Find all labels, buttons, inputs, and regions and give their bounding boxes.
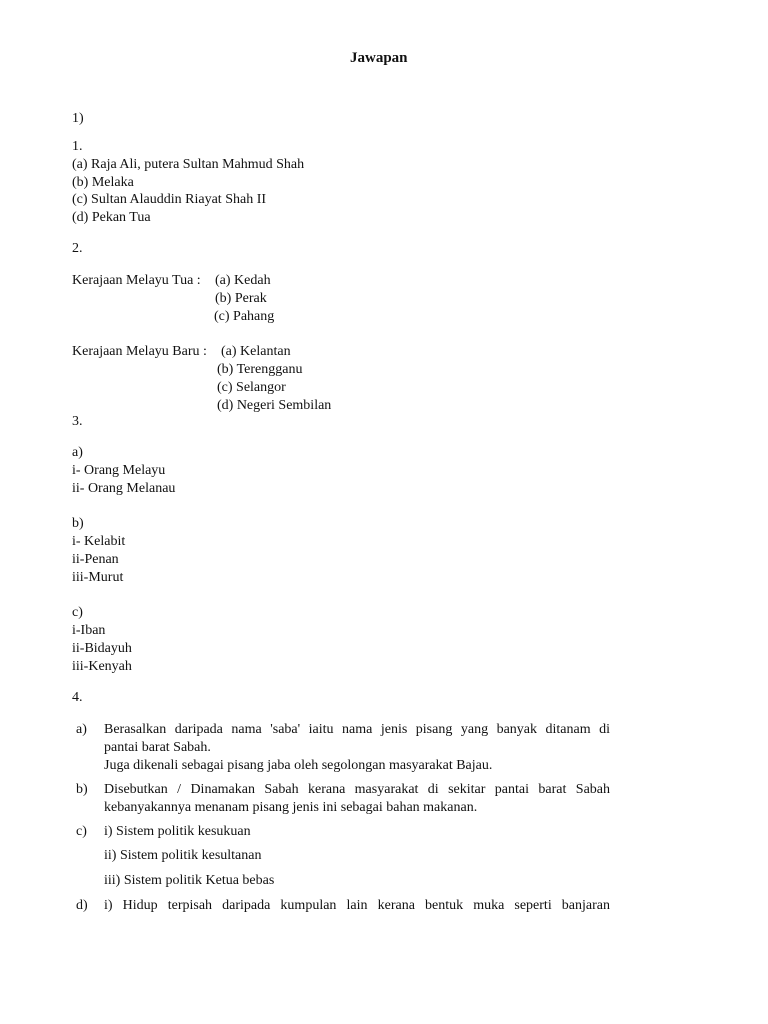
answer-line: ii) Sistem politik kesultanan	[104, 848, 262, 863]
answer-line: (b) Melaka	[72, 175, 134, 190]
group-a-label: a)	[72, 445, 83, 460]
answer-line: (d) Negeri Sembilan	[217, 398, 332, 413]
page-title: Jawapan	[350, 50, 408, 66]
item-a-label: a)	[76, 722, 87, 737]
answer-line: (c) Pahang	[214, 309, 275, 324]
answer-line: iii) Sistem politik Ketua bebas	[104, 873, 275, 888]
answer-line: iii-Murut	[72, 570, 124, 585]
item-d-label: d)	[76, 898, 88, 913]
answer-line: ii-Bidayuh	[72, 641, 132, 656]
answer-line: (c) Sultan Alauddin Riayat Shah II	[72, 192, 267, 207]
question-number: 1)	[72, 111, 84, 126]
answer-line: i-Iban	[72, 623, 106, 638]
answer-line: Juga dikenali sebagai pisang jaba oleh segolongan masyarakat Bajau.	[104, 758, 493, 773]
answer-line: (b) Perak	[215, 291, 267, 306]
answer-line: kebanyakannya menanam pisang jenis ini sebagai bahan makanan.	[104, 800, 478, 815]
answer-line: i- Kelabit	[72, 534, 126, 549]
sub-question-1-label: 1.	[72, 139, 83, 154]
answer-line: (b) Terengganu	[217, 362, 303, 377]
answer-line: Disebutkan / Dinamakan Sabah kerana masyarakat di sekitar pantai barat Sabah	[104, 782, 610, 797]
answer-line: i) Hidup terpisah daripada kumpulan lain kerana bentuk muka seperti banjaran	[104, 898, 610, 913]
answer-line: i- Orang Melayu	[72, 463, 166, 478]
answer-line: pantai barat Sabah.	[104, 740, 211, 755]
group-c-label: c)	[72, 605, 83, 620]
item-c-label: c)	[76, 824, 87, 839]
answer-line: ii- Orang Melanau	[72, 481, 176, 496]
sub-question-2-label: 2.	[72, 241, 83, 256]
item-b-label: b)	[76, 782, 88, 797]
answer-line: (d) Pekan Tua	[72, 210, 151, 225]
answer-line: iii-Kenyah	[72, 659, 132, 674]
group-b-label: b)	[72, 516, 84, 531]
answer-line: (c) Selangor	[217, 380, 286, 395]
sub-question-3-label: 3.	[72, 414, 83, 429]
answer-line: Berasalkan daripada nama 'saba' iaitu nama jenis pisang yang banyak ditanam di	[104, 722, 610, 737]
kerajaan-tua-label: Kerajaan Melayu Tua :	[72, 273, 201, 288]
answer-line: (a) Raja Ali, putera Sultan Mahmud Shah	[72, 157, 305, 172]
kerajaan-baru-label: Kerajaan Melayu Baru :	[72, 344, 207, 359]
answer-line: i) Sistem politik kesukuan	[104, 824, 251, 839]
answer-line: (a) Kedah	[215, 273, 271, 288]
answer-line: ii-Penan	[72, 552, 119, 567]
sub-question-4-label: 4.	[72, 690, 83, 705]
answer-line: (a) Kelantan	[221, 344, 291, 359]
